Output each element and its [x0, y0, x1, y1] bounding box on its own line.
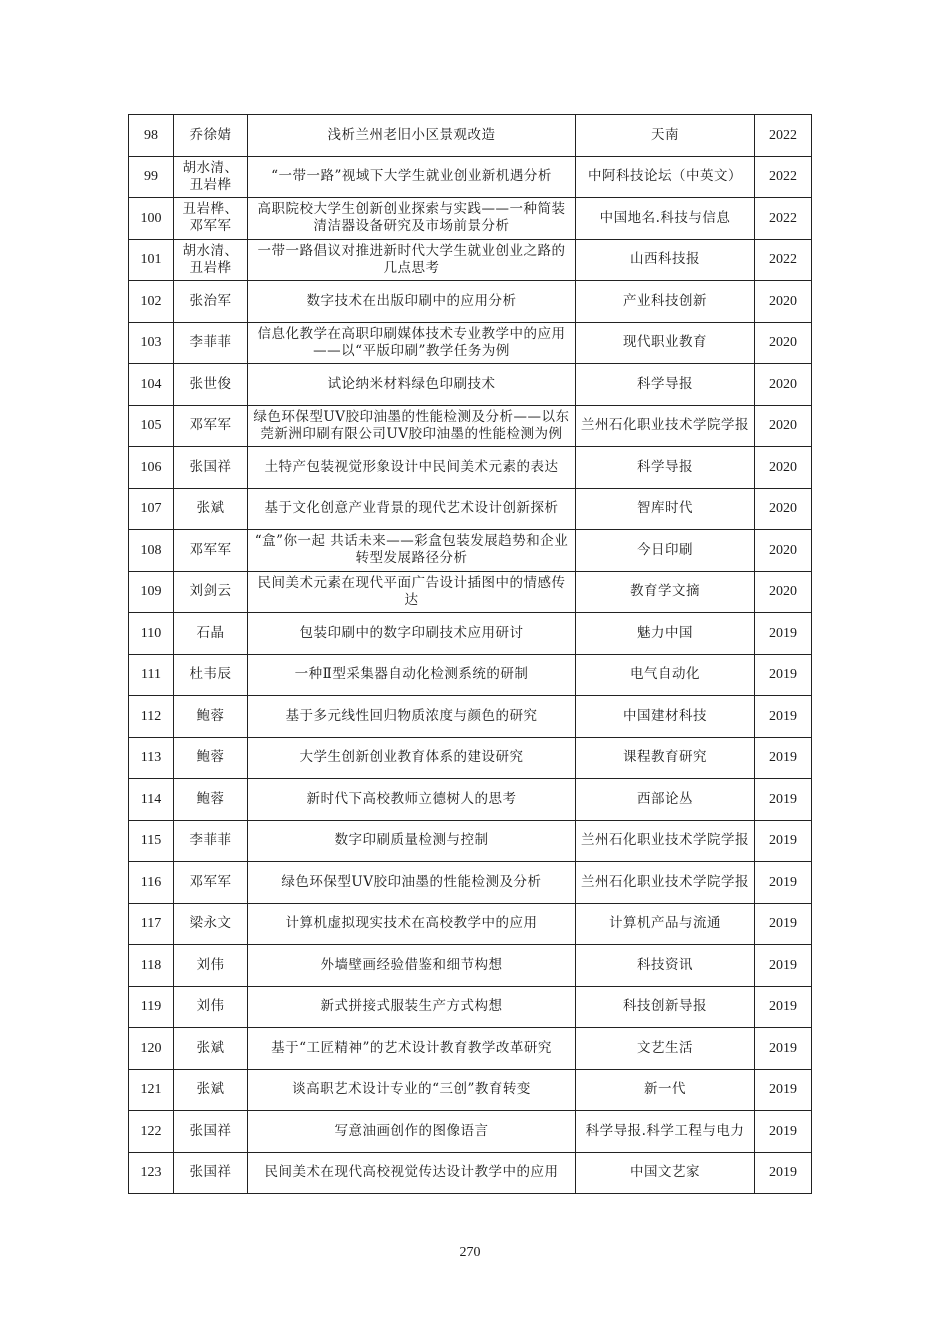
journal-cell: 计算机产品与流通 [576, 903, 755, 945]
row-number-cell: 116 [129, 862, 174, 904]
year-cell: 2019 [755, 696, 812, 738]
author-cell: 刘剑云 [174, 571, 248, 613]
journal-cell: 中国文艺家 [576, 1152, 755, 1194]
row-number-cell: 115 [129, 820, 174, 862]
title-cell: 基于文化创意产业背景的现代艺术设计创新探析 [248, 488, 576, 530]
table-row [129, 820, 812, 862]
publication-rows [129, 115, 812, 1194]
row-number-cell: 103 [129, 322, 174, 364]
row-number-cell: 102 [129, 281, 174, 323]
table-row [129, 322, 812, 364]
title-cell: 一带一路倡议对推进新时代大学生就业创业之路的几点思考 [248, 239, 576, 281]
year-cell: 2019 [755, 1152, 812, 1194]
table-row [129, 1152, 812, 1194]
row-number-cell: 112 [129, 696, 174, 738]
row-number-cell: 99 [129, 156, 174, 198]
row-number-cell: 114 [129, 779, 174, 821]
row-number-cell: 101 [129, 239, 174, 281]
table-row [129, 945, 812, 987]
title-cell: 民间美术在现代高校视觉传达设计教学中的应用 [248, 1152, 576, 1194]
row-number-cell: 119 [129, 986, 174, 1028]
title-cell: 计算机虚拟现实技术在高校教学中的应用 [248, 903, 576, 945]
journal-cell: 中阿科技论坛（中英文） [576, 156, 755, 198]
journal-cell: 电气自动化 [576, 654, 755, 696]
author-cell: 梁永文 [174, 903, 248, 945]
journal-cell: 中国地名.科技与信息 [576, 198, 755, 240]
table-row [129, 115, 812, 157]
year-cell: 2019 [755, 862, 812, 904]
author-cell: 张国祥 [174, 1152, 248, 1194]
year-cell: 2022 [755, 115, 812, 157]
author-cell: 张世俊 [174, 364, 248, 406]
title-cell: 写意油画创作的图像语言 [248, 1111, 576, 1153]
author-cell: 鲍蓉 [174, 779, 248, 821]
author-cell: 张斌 [174, 488, 248, 530]
row-number-cell: 100 [129, 198, 174, 240]
table-row [129, 986, 812, 1028]
table-row [129, 198, 812, 240]
publication-table [128, 114, 812, 1194]
table-row [129, 571, 812, 613]
row-number-cell: 110 [129, 613, 174, 655]
table-row [129, 447, 812, 489]
journal-cell: 课程教育研究 [576, 737, 755, 779]
year-cell: 2020 [755, 364, 812, 406]
journal-cell: 兰州石化职业技术学院学报 [576, 862, 755, 904]
table-row [129, 281, 812, 323]
title-cell: 新时代下高校教师立德树人的思考 [248, 779, 576, 821]
author-cell: 李菲菲 [174, 322, 248, 364]
table-row [129, 156, 812, 198]
author-cell: 石晶 [174, 613, 248, 655]
table-row [129, 1111, 812, 1153]
table-row [129, 405, 812, 447]
row-number-cell: 121 [129, 1069, 174, 1111]
year-cell: 2019 [755, 737, 812, 779]
journal-cell: 文艺生活 [576, 1028, 755, 1070]
journal-cell: 新一代 [576, 1069, 755, 1111]
year-cell: 2020 [755, 530, 812, 572]
journal-cell: 科技创新导报 [576, 986, 755, 1028]
page-number: 270 [459, 1245, 481, 1260]
row-number-cell: 109 [129, 571, 174, 613]
author-cell: 杜韦辰 [174, 654, 248, 696]
year-cell: 2019 [755, 1028, 812, 1070]
row-number-cell: 107 [129, 488, 174, 530]
year-cell: 2019 [755, 779, 812, 821]
year-cell: 2019 [755, 820, 812, 862]
author-cell: 胡水清、丑岩桦 [174, 239, 248, 281]
title-cell: “盒”你一起 共话未来——彩盒包装发展趋势和企业转型发展路径分析 [248, 530, 576, 572]
title-cell: 民间美术元素在现代平面广告设计插图中的情感传达 [248, 571, 576, 613]
author-cell: 邓军军 [174, 530, 248, 572]
year-cell: 2019 [755, 903, 812, 945]
year-cell: 2020 [755, 571, 812, 613]
row-number-cell: 117 [129, 903, 174, 945]
journal-cell: 教育学文摘 [576, 571, 755, 613]
author-cell: 李菲菲 [174, 820, 248, 862]
table-row [129, 239, 812, 281]
author-cell: 邓军军 [174, 405, 248, 447]
row-number-cell: 123 [129, 1152, 174, 1194]
table-row [129, 779, 812, 821]
title-cell: 基于多元线性回归物质浓度与颜色的研究 [248, 696, 576, 738]
year-cell: 2022 [755, 198, 812, 240]
journal-cell: 兰州石化职业技术学院学报 [576, 405, 755, 447]
year-cell: 2019 [755, 986, 812, 1028]
title-cell: 数字技术在出版印刷中的应用分析 [248, 281, 576, 323]
journal-cell: 现代职业教育 [576, 322, 755, 364]
table-row [129, 903, 812, 945]
author-cell: 丑岩桦、邓军军 [174, 198, 248, 240]
year-cell: 2019 [755, 945, 812, 987]
row-number-cell: 122 [129, 1111, 174, 1153]
table-row [129, 862, 812, 904]
year-cell: 2020 [755, 322, 812, 364]
author-cell: 刘伟 [174, 945, 248, 987]
table-row [129, 654, 812, 696]
row-number-cell: 113 [129, 737, 174, 779]
row-number-cell: 120 [129, 1028, 174, 1070]
table-row [129, 364, 812, 406]
table-row [129, 696, 812, 738]
title-cell: 基于“工匠精神”的艺术设计教育教学改革研究 [248, 1028, 576, 1070]
row-number-cell: 106 [129, 447, 174, 489]
title-cell: 一种Ⅱ型采集器自动化检测系统的研制 [248, 654, 576, 696]
year-cell: 2019 [755, 1069, 812, 1111]
year-cell: 2020 [755, 281, 812, 323]
author-cell: 张斌 [174, 1028, 248, 1070]
year-cell: 2019 [755, 613, 812, 655]
row-number-cell: 98 [129, 115, 174, 157]
journal-cell: 中国建材科技 [576, 696, 755, 738]
author-cell: 胡水清、丑岩桦 [174, 156, 248, 198]
title-cell: 谈高职艺术设计专业的“三创”教育转变 [248, 1069, 576, 1111]
title-cell: 新式拼接式服装生产方式构想 [248, 986, 576, 1028]
title-cell: 试论纳米材料绿色印刷技术 [248, 364, 576, 406]
title-cell: 绿色环保型UV胶印油墨的性能检测及分析——以东莞新洲印刷有限公司UV胶印油墨的性能检测为例 [248, 405, 576, 447]
year-cell: 2020 [755, 405, 812, 447]
journal-cell: 魅力中国 [576, 613, 755, 655]
title-cell: 信息化教学在高职印刷媒体技术专业教学中的应用——以“平版印刷”教学任务为例 [248, 322, 576, 364]
journal-cell: 兰州石化职业技术学院学报 [576, 820, 755, 862]
year-cell: 2019 [755, 654, 812, 696]
journal-cell: 西部论丛 [576, 779, 755, 821]
title-cell: 数字印刷质量检测与控制 [248, 820, 576, 862]
table-row [129, 530, 812, 572]
year-cell: 2022 [755, 239, 812, 281]
journal-cell: 智库时代 [576, 488, 755, 530]
table-row [129, 613, 812, 655]
row-number-cell: 108 [129, 530, 174, 572]
journal-cell: 今日印刷 [576, 530, 755, 572]
table-row [129, 737, 812, 779]
journal-cell: 科学导报 [576, 447, 755, 489]
title-cell: 大学生创新创业教育体系的建设研究 [248, 737, 576, 779]
title-cell: 外墙壁画经验借鉴和细节构想 [248, 945, 576, 987]
author-cell: 邓军军 [174, 862, 248, 904]
author-cell: 张国祥 [174, 447, 248, 489]
title-cell: “一带一路”视域下大学生就业创业新机遇分析 [248, 156, 576, 198]
author-cell: 鲍蓉 [174, 696, 248, 738]
journal-cell: 科学导报 [576, 364, 755, 406]
table-row [129, 1069, 812, 1111]
author-cell: 张治军 [174, 281, 248, 323]
row-number-cell: 111 [129, 654, 174, 696]
row-number-cell: 104 [129, 364, 174, 406]
author-cell: 张国祥 [174, 1111, 248, 1153]
year-cell: 2020 [755, 447, 812, 489]
year-cell: 2022 [755, 156, 812, 198]
title-cell: 浅析兰州老旧小区景观改造 [248, 115, 576, 157]
year-cell: 2019 [755, 1111, 812, 1153]
author-cell: 乔徐婧 [174, 115, 248, 157]
journal-cell: 天南 [576, 115, 755, 157]
journal-cell: 科学导报.科学工程与电力 [576, 1111, 755, 1153]
journal-cell: 山西科技报 [576, 239, 755, 281]
journal-cell: 科技资讯 [576, 945, 755, 987]
title-cell: 高职院校大学生创新创业探索与实践——一种简装清洁器设备研究及市场前景分析 [248, 198, 576, 240]
table-row [129, 1028, 812, 1070]
title-cell: 绿色环保型UV胶印油墨的性能检测及分析 [248, 862, 576, 904]
table-row [129, 488, 812, 530]
author-cell: 刘伟 [174, 986, 248, 1028]
author-cell: 张斌 [174, 1069, 248, 1111]
author-cell: 鲍蓉 [174, 737, 248, 779]
title-cell: 土特产包装视觉形象设计中民间美术元素的表达 [248, 447, 576, 489]
year-cell: 2020 [755, 488, 812, 530]
row-number-cell: 118 [129, 945, 174, 987]
row-number-cell: 105 [129, 405, 174, 447]
journal-cell: 产业科技创新 [576, 281, 755, 323]
title-cell: 包装印刷中的数字印刷技术应用研讨 [248, 613, 576, 655]
